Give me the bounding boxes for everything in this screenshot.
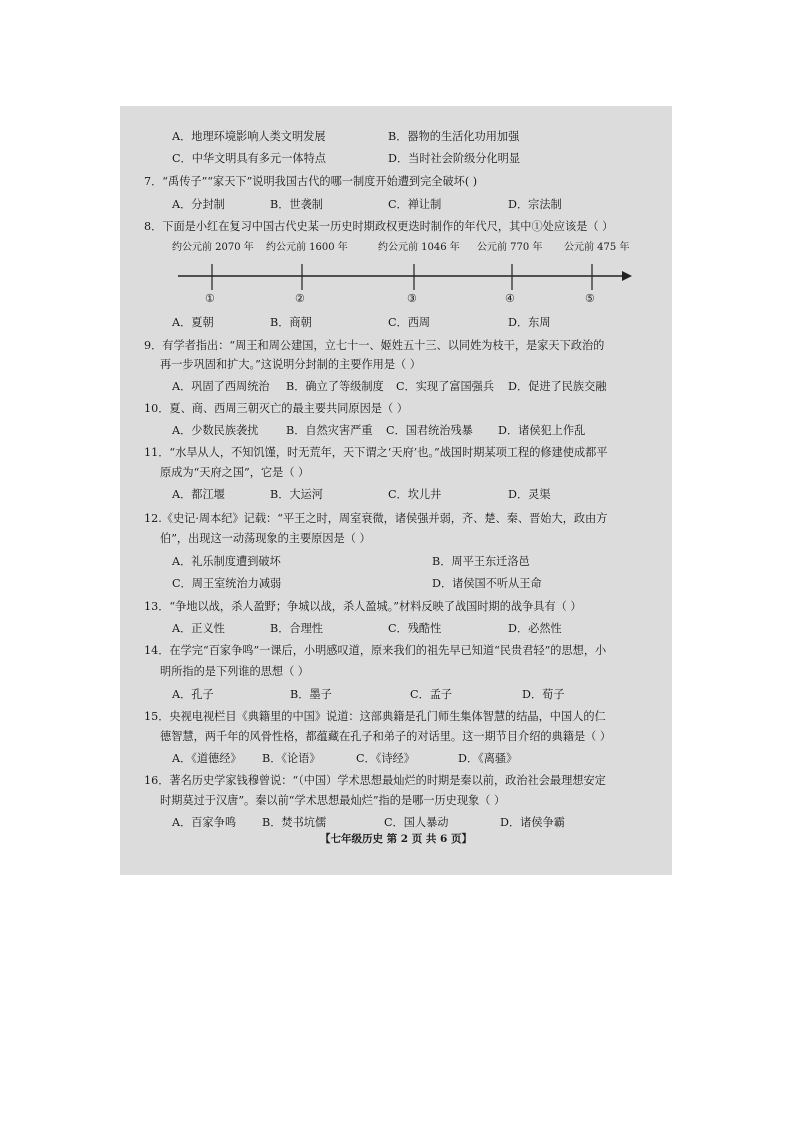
timeline-mark-5: ⑤ — [585, 292, 595, 305]
q9-stem-line-2: 再一步巩固和扩大。”这说明分封制的主要作用是（ ） — [160, 358, 421, 371]
timeline-ruler — [172, 242, 642, 312]
q10-option-c: C．国君统治残暴 — [386, 424, 473, 437]
q7-option-d: D．宗法制 — [508, 198, 562, 211]
q15-option-b: B．《论语》 — [262, 752, 321, 765]
timeline-date-3: 约公元前 1046 年 — [378, 242, 460, 253]
q12-option-a: A．礼乐制度遭到破坏 — [172, 555, 281, 568]
q16-stem-line-1: 16．著名历史学家钱穆曾说：“（中国）学术思想最灿烂的时期是秦以前，政治社会最理想安定 — [144, 774, 606, 787]
q8-option-c: C．西周 — [388, 316, 431, 329]
q11-option-d: D．灵渠 — [508, 488, 551, 501]
q16-option-d: D．诸侯争霸 — [500, 816, 565, 829]
q9-option-b: B．确立了等级制度 — [286, 380, 384, 393]
q14-option-d: D．荀子 — [522, 688, 565, 701]
timeline-mark-1: ① — [205, 292, 215, 305]
q10-option-d: D．诸侯犯上作乱 — [498, 424, 586, 437]
q11-stem-line-1: 11．“水旱从人，不知饥馑，时无荒年，天下谓之‘天府’也。”战国时期某项工程的修建使成都平 — [144, 446, 608, 459]
q15-option-c: C．《诗经》 — [356, 752, 415, 765]
q13-stem: 13．“争地以战，杀人盈野；争城以战，杀人盈城。”材料反映了战国时期的战争具有（ ） — [144, 600, 582, 613]
q9-option-a: A．巩固了西周统治 — [172, 380, 270, 393]
q11-stem-line-2: 原成为“天府之国”，它是（ ） — [160, 466, 310, 479]
page-footer: 【七年级历史 第 2 页 共 6 页】 — [319, 833, 473, 845]
q11-option-c: C．坎儿井 — [388, 488, 442, 501]
q16-stem-line-2: 时期莫过于汉唐”。秦以前“学术思想最灿烂”指的是哪一历史现象（ ） — [160, 794, 506, 807]
q10-stem: 10．夏、商、西周三朝灭亡的最主要共同原因是（ ） — [144, 402, 408, 415]
q12-stem-line-2: 伯”，出现这一动荡现象的主要原因是（ ） — [160, 532, 371, 545]
q14-stem-line-2: 明所指的是下列谁的思想（ ） — [160, 665, 309, 678]
exam-content — [120, 106, 672, 875]
q7-option-a: A．分封制 — [172, 198, 225, 211]
q8-option-a: A．夏朝 — [172, 316, 214, 329]
q14-option-b: B．墨子 — [290, 688, 332, 701]
q15-stem-line-1: 15．央视电视栏目《典籍里的中国》说道：这部典籍是孔门师生集体智慧的结晶，中国人的仁 — [144, 710, 606, 723]
timeline-date-1: 约公元前 2070 年 — [172, 242, 254, 253]
q6-option-d: D．当时社会阶级分化明显 — [388, 152, 521, 165]
q12-option-d: D．诸侯国不听从王命 — [432, 577, 542, 590]
timeline-date-5: 公元前 475 年 — [564, 242, 630, 253]
q9-option-d: D．促进了民族交融 — [508, 380, 607, 393]
timeline-date-4: 公元前 770 年 — [477, 242, 543, 253]
exam-page — [120, 106, 672, 875]
q6-option-a: A．地理环境影响人类文明发展 — [172, 130, 326, 143]
q13-option-d: D．必然性 — [508, 622, 562, 635]
q12-option-c: C．周王室统治力减弱 — [172, 577, 282, 590]
q13-option-c: C．残酷性 — [388, 622, 442, 635]
timeline-mark-2: ② — [295, 292, 305, 305]
q14-option-c: C．孟子 — [410, 688, 453, 701]
q14-option-a: A．孔子 — [172, 688, 214, 701]
q16-option-c: C．国人暴动 — [384, 816, 449, 829]
timeline-date-2: 约公元前 1600 年 — [266, 242, 348, 253]
q11-option-a: A．都江堰 — [172, 488, 225, 501]
q7-option-b: B．世袭制 — [270, 198, 323, 211]
q13-option-b: B．合理性 — [270, 622, 323, 635]
timeline-mark-3: ③ — [407, 292, 417, 305]
timeline-mark-4: ④ — [505, 292, 515, 305]
q15-option-a: A．《道德经》 — [172, 752, 242, 765]
q15-stem-line-2: 德智慧，两千年的风骨性格，都蕴藏在孔子和弟子的对话里。这一期节目介绍的典籍是（ ） — [160, 730, 612, 743]
q16-option-b: B．焚书坑儒 — [262, 816, 327, 829]
q7-stem: 7．“禹传子”“家天下”说明我国古代的哪一制度开始遭到完全破坏( ) — [144, 175, 478, 188]
q6-option-b: B．器物的生活化功用加强 — [388, 130, 520, 143]
q8-option-d: D．东周 — [508, 316, 551, 329]
q6-option-c: C．中华文明具有多元一体特点 — [172, 152, 326, 165]
q16-option-a: A．百家争鸣 — [172, 816, 237, 829]
q15-option-d: D．《离骚》 — [458, 752, 518, 765]
timeline-arrow — [622, 271, 632, 281]
q11-option-b: B．大运河 — [270, 488, 323, 501]
q10-option-a: A．少数民族袭扰 — [172, 424, 259, 437]
q9-stem-line-1: 9．有学者指出：“周王和周公建国，立七十一、姬姓五十三、以同姓为枝干，是家天下政治的 — [144, 339, 605, 352]
q12-option-b: B．周平王东迁洛邑 — [432, 555, 530, 568]
q8-option-b: B．商朝 — [270, 316, 312, 329]
q12-stem-line-1: 12.《史记·周本纪》记载：“平王之时，周室衰微，诸侯强并弱，齐、楚、秦、晋始大，政由方 — [144, 512, 608, 525]
q9-option-c: C．实现了富国强兵 — [396, 380, 495, 393]
q13-option-a: A．正义性 — [172, 622, 225, 635]
q10-option-b: B．自然灾害严重 — [286, 424, 373, 437]
q7-option-c: C．禅让制 — [388, 198, 442, 211]
q8-stem: 8．下面是小红在复习中国古代史某一历史时期政权更迭时制作的年代尺，其中①处应该是（ ） — [144, 220, 614, 233]
q14-stem-line-1: 14．在学完“百家争鸣”一课后，小明感叹道，原来我们的祖先早已知道“民贵君轻”的思想，小 — [144, 644, 607, 657]
